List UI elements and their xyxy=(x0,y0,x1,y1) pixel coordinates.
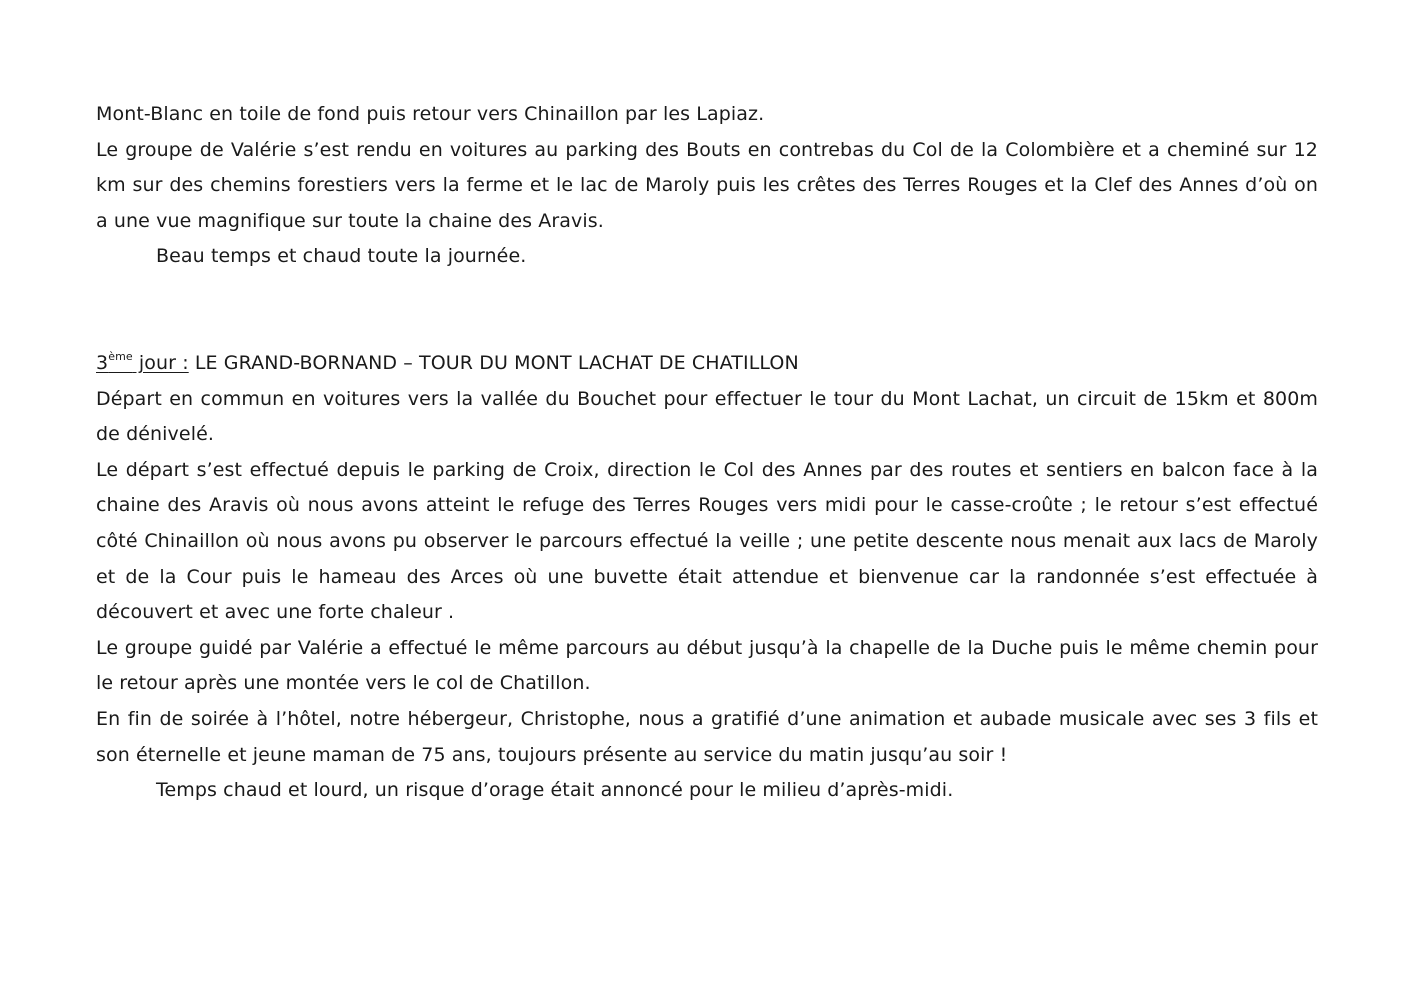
paragraph-day3-route: Le départ s’est effectué depuis le parking de Croix, direction le Col des Annes par des routes et sentiers en balcon face à la chaine des Aravis où nous avons atteint le refuge des Terres Rouges vers midi pour le casse-croûte ; le retour s’est effectué côté Chinaillon où nous avons pu observer le parcours effectué la veille ; une petite descente nous menait aux lacs de Maroly et de la Cour puis le hameau des Arces où une buvette était attendue et bienvenue car la randonnée s’est effectuée à découvert et avec une forte chaleur . xyxy=(96,458,1318,624)
paragraph-day2-route-end: Mont-Blanc en toile de fond puis retour vers Chinaillon par les Lapiaz. xyxy=(96,103,765,125)
document-page xyxy=(96,97,1318,809)
paragraph-day2-valerie-group: Le groupe de Valérie s’est rendu en voitures au parking des Bouts en contrebas du Col de la Colombière et a cheminé sur 12 km sur des chemins forestiers vers la ferme et le lac de Maroly puis les crêtes des Terres Rouges et la Clef des Annes d’où on a une vue magnifique sur toute la chaine des Aravis. xyxy=(96,138,1318,232)
day3-title: LE GRAND-BORNAND – TOUR DU MONT LACHAT DE CHATILLON xyxy=(188,351,799,374)
day3-label xyxy=(96,349,189,374)
ordinal-suffix: ème xyxy=(108,349,133,363)
paragraph-day3-valerie-group: Le groupe guidé par Valérie a effectué le même parcours au début jusqu’à la chapelle de la Duche puis le même chemin pour le retour après une montée vers le col de Chatillon. xyxy=(96,636,1318,695)
day-word: jour : xyxy=(132,351,189,374)
paragraph-day3-departure: Départ en commun en voitures vers la vallée du Bouchet pour effectuer le tour du Mont Lachat, un circuit de 15km et 800m de dénivelé. xyxy=(96,387,1318,446)
paragraph-day2-weather: Beau temps et chaud toute la journée. xyxy=(156,245,527,268)
day-number: 3 xyxy=(96,351,109,374)
paragraph-day3-weather: Temps chaud et lourd, un risque d’orage était annoncé pour le milieu d’après-midi. xyxy=(156,779,954,802)
paragraph-day3-evening: En fin de soirée à l’hôtel, notre hébergeur, Christophe, nous a gratifié d’une animation et aubade musicale avec ses 3 fils et son éternelle et jeune maman de 75 ans, toujours présente au service du matin jusqu’au soir ! xyxy=(96,707,1318,766)
day3-heading xyxy=(96,346,1318,382)
section-spacer xyxy=(96,275,1318,346)
